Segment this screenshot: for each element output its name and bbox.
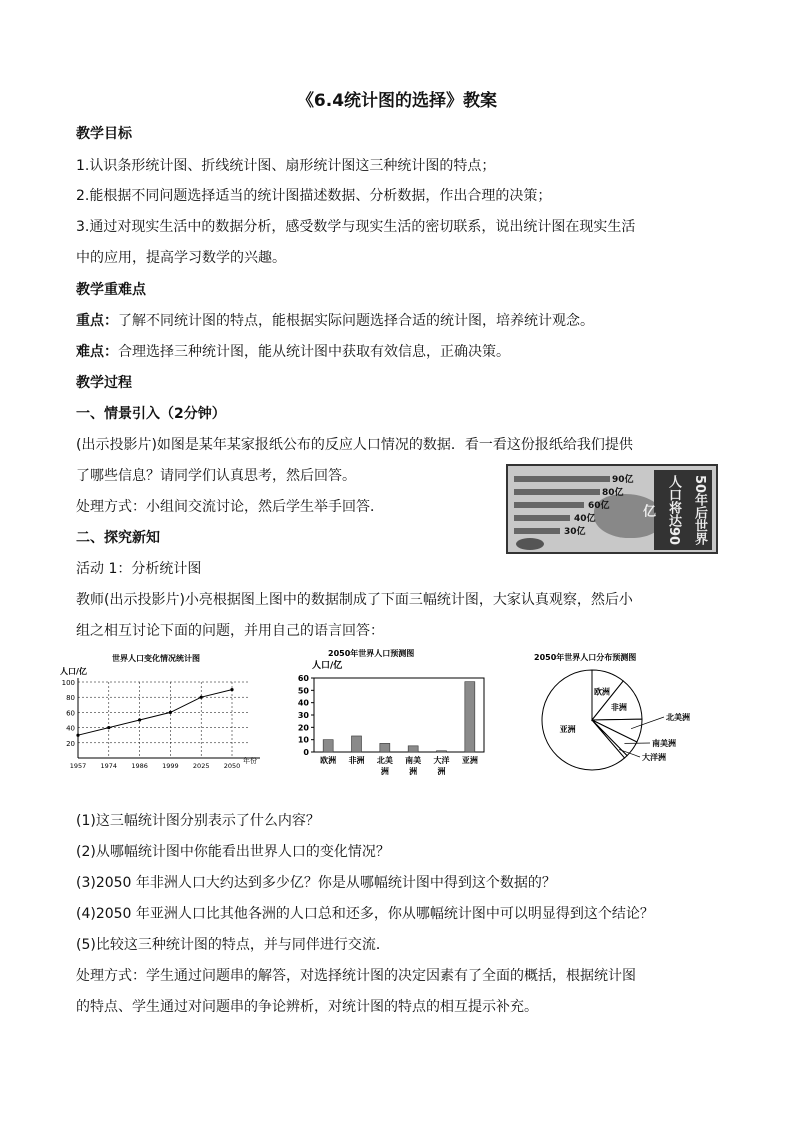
slice-label: 欧洲 [593, 687, 610, 697]
news-bar [514, 502, 584, 508]
question-3: (3)2050 年非洲人口大约达到多少亿？你是从哪幅统计图中得到这个数据的？ [76, 875, 556, 891]
pie-chart-title: 2050年世界人口分布预测图 [534, 653, 637, 662]
category-label: 亚洲 [461, 756, 478, 765]
goal-3b: 中的应用，提高学习数学的兴趣。 [76, 250, 286, 266]
news-bar [514, 515, 570, 521]
news-bar [514, 489, 600, 495]
news-label: 30亿 [564, 527, 586, 537]
slice-label: 非洲 [610, 702, 627, 712]
section-2-heading: 二、探究新知 [76, 530, 160, 546]
goal-1: 1.认识条形统计图、折线统计图、扇形统计图这三种统计图的特点； [76, 158, 496, 174]
y-tick-label: 20 [66, 739, 75, 748]
news-label: 40亿 [574, 514, 596, 524]
data-point [76, 734, 79, 737]
bar-chart [292, 644, 492, 778]
difficult-point [76, 342, 510, 362]
news-bar [514, 476, 610, 482]
handling-b: 的特点、学生通过对问题串的争论辨析，对统计图的特点的相互提示补充。 [76, 999, 538, 1015]
category-label: 非洲 [348, 756, 365, 765]
x-tick-label: 1999 [162, 762, 179, 770]
news-label: 60亿 [588, 501, 610, 511]
category-label-cont: 洲 [380, 767, 389, 776]
pie-chart [524, 648, 718, 774]
line-chart [60, 648, 275, 774]
key-text: 了解不同统计图的特点，能根据实际问题选择合适的统计图，培养统计观念。 [118, 313, 594, 329]
bar-chart-plot [298, 674, 484, 776]
line-chart-plot [62, 678, 260, 770]
category-label-cont: 洲 [437, 767, 446, 776]
activity-1: 活动 1：分析统计图 [76, 561, 202, 577]
news-label: 90亿 [612, 475, 634, 485]
line-chart-ylabel: 人口/亿 [60, 667, 87, 676]
data-point [107, 726, 110, 729]
y-tick-label: 40 [66, 724, 75, 733]
category-label: 北美 [376, 756, 393, 765]
s2-paragraph-a: 教师(出示投影片)小亮根据图上图中的数据制成了下面三幅统计图，大家认真观察，然后小 [76, 592, 633, 608]
question-4: (4)2050 年亚洲人口比其他各洲的人口总和还多，你从哪幅统计图中可以明显得到这个结论？ [76, 906, 654, 922]
decor-disc [516, 538, 544, 550]
y-tick-label: 60 [297, 674, 309, 683]
data-point [169, 711, 172, 714]
question-5: (5)比较这三种统计图的特点，并与同伴进行交流． [76, 937, 390, 953]
line-chart-title: 世界人口变化情况统计图 [112, 654, 200, 663]
y-tick-label: 100 [61, 679, 75, 687]
data-point [138, 718, 141, 721]
diff-label: 难点： [76, 344, 118, 360]
bar [465, 682, 475, 752]
bar-chart-ylabel: 人口/亿 [312, 661, 343, 671]
key-label: 重点： [76, 313, 118, 329]
diff-text: 合理选择三种统计图，能从统计图中获取有效信息，正确决策。 [118, 344, 510, 360]
x-tick-label: 2050 [223, 762, 241, 770]
key-heading: 教学重难点 [76, 282, 146, 298]
plot-frame [314, 678, 484, 752]
news-bar [514, 528, 560, 534]
section-1-heading: 一、情景引入（2分钟） [76, 406, 226, 422]
x-tick-label: 2025 [192, 762, 210, 770]
slice-label: 亚洲 [559, 725, 576, 735]
category-label-cont: 洲 [409, 767, 418, 776]
s1-handling: 处理方式：小组间交流讨论，然后学生举手回答． [76, 499, 384, 515]
bar [408, 746, 418, 752]
bar-chart-title: 2050年世界人口预测图 [328, 649, 415, 658]
y-tick-label: 20 [297, 723, 309, 733]
y-tick-label: 30 [297, 711, 309, 720]
goal-2: 2.能根据不同问题选择适当的统计图描述数据、分析数据，作出合理的决策； [76, 188, 552, 204]
bar [380, 743, 390, 752]
goal-3a: 3.通过对现实生活中的数据分析，感受数学与现实生活的密切联系，说出统计图在现实生活 [76, 219, 636, 235]
y-tick-label: 0 [303, 748, 309, 757]
question-1: (1)这三幅统计图分别表示了什么内容？ [76, 813, 320, 829]
handling-a: 处理方式：学生通过问题串的解答，对选择统计图的决定因素有了全面的概括，根据统计图 [76, 968, 636, 984]
pie-chart-plot [542, 670, 690, 770]
line-chart-xlabel: 年份 [243, 757, 257, 765]
y-tick-label: 60 [66, 709, 75, 718]
bar [352, 736, 362, 752]
question-2: (2)从哪幅统计图中你能看出世界人口的变化情况？ [76, 844, 390, 860]
slice-label: 大洋洲 [642, 753, 666, 762]
news-label: 80亿 [602, 488, 624, 498]
s2-paragraph-b: 组之相互讨论下面的问题，并用自己的语言回答： [76, 623, 384, 639]
bar [323, 740, 333, 752]
slice-label: 北美洲 [666, 713, 690, 722]
y-tick-label: 10 [297, 735, 309, 745]
y-tick-label: 80 [66, 694, 75, 703]
x-tick-label: 1974 [100, 762, 118, 770]
bar [437, 751, 447, 752]
slice-label: 南美洲 [652, 739, 676, 748]
category-label: 南美 [405, 756, 422, 765]
document-title: 《6.4统计图的选择》教案 [296, 91, 498, 111]
key-point [76, 311, 594, 331]
y-tick-label: 50 [297, 686, 309, 696]
process-heading: 教学过程 [76, 375, 132, 391]
goals-heading: 教学目标 [76, 126, 132, 142]
newspaper-headline: 50年后世界人口将达90亿 [654, 470, 712, 550]
y-tick-label: 40 [297, 698, 309, 708]
category-label: 大洋 [433, 756, 450, 765]
category-label: 欧洲 [320, 756, 337, 765]
s1-paragraph-a: (出示投影片)如图是某年某家报纸公布的反应人口情况的数据．看一看这份报纸给我们提供 [76, 437, 633, 453]
newspaper-image [506, 464, 718, 554]
s1-paragraph-b: 了哪些信息？请同学们认真思考，然后回答。 [76, 468, 356, 484]
data-point [230, 688, 233, 691]
x-tick-label: 1957 [69, 762, 87, 770]
x-tick-label: 1986 [131, 762, 148, 770]
data-point [200, 696, 203, 699]
